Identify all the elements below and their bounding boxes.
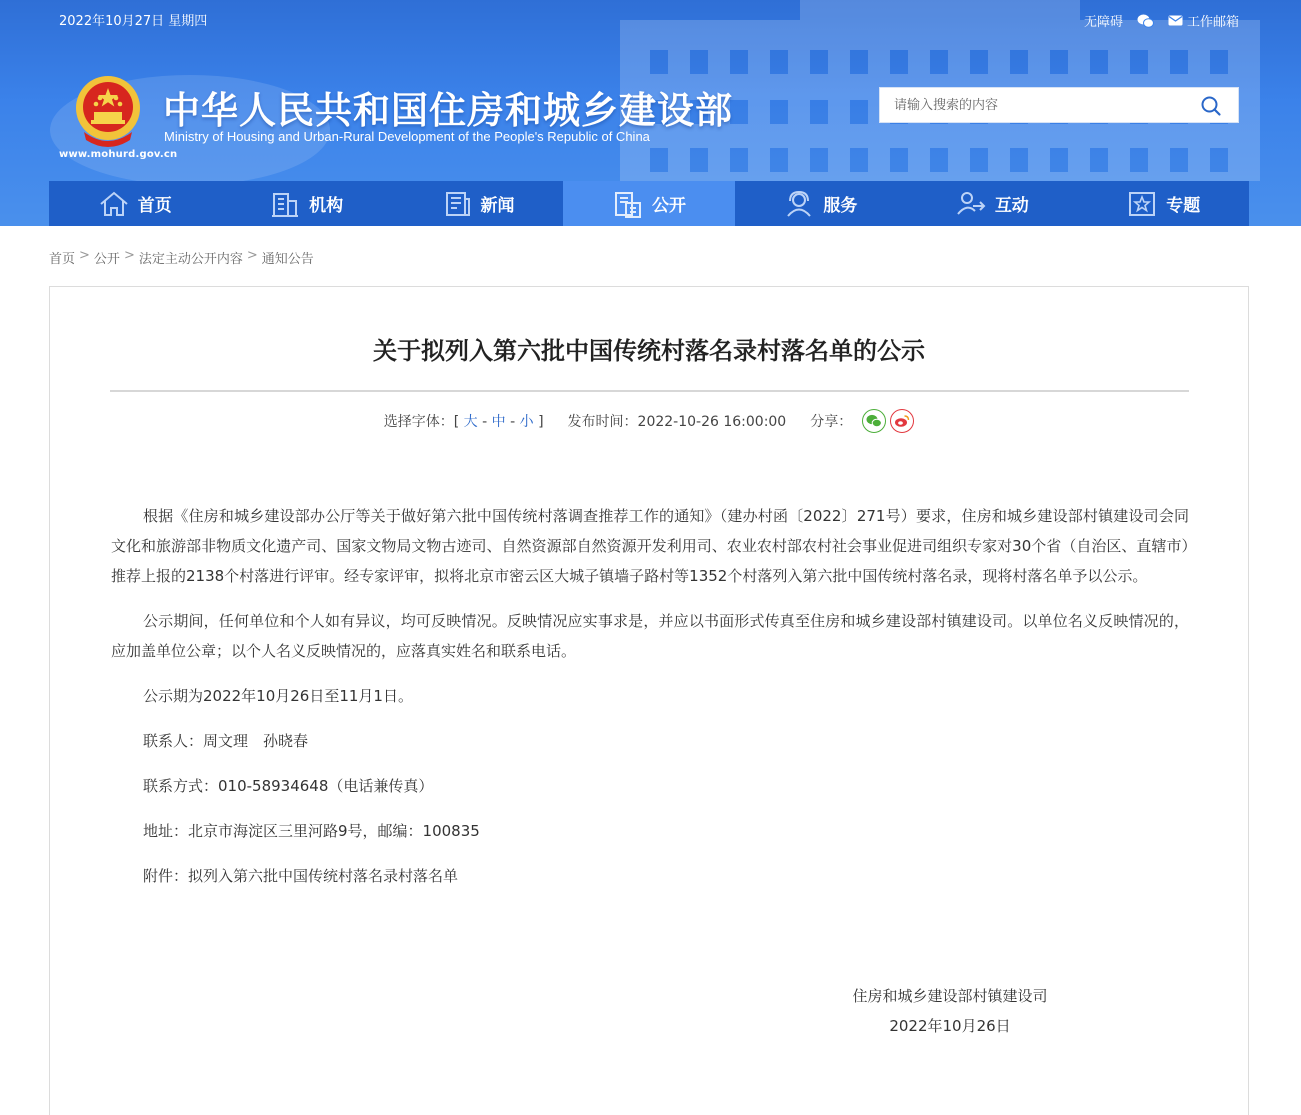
national-emblem-icon[interactable]	[74, 74, 142, 148]
title-divider	[110, 390, 1189, 392]
breadcrumb-separator: >	[123, 248, 135, 263]
article-body	[111, 501, 1189, 906]
share-wechat-button[interactable]	[862, 409, 886, 433]
font-medium-link[interactable]: 中	[491, 414, 506, 430]
article-paragraph: 地址：北京市海淀区三里河路9号，邮编：100835	[143, 822, 480, 840]
main-nav	[49, 181, 1249, 226]
share-label: 分享：	[810, 414, 853, 430]
nav-item-home[interactable]	[49, 181, 220, 226]
article-paragraph: 根据《住房和城乡建设部办公厅等关于做好第六批中国传统村落调查推荐工作的通知》（建办村函〔2022〕271号）要求，住房和城乡建设部村镇建设司会同文化和旅游部非物质文化遗产司、国家文物局文物古迹司、自然资源部自然资源开发利用司、农业农村部农村社会事业促进司组织专家对30个省（自治区、直辖市）推荐上报的2138个村落进行评审。经专家评审，拟将北京市密云区大城子镇墙子路村等1352个村落列入第六批中国传统村落名录，现将村落名单予以公示。	[111, 507, 1189, 585]
font-select-close: ]	[538, 414, 544, 430]
site-header	[0, 0, 1301, 226]
breadcrumb-public[interactable]: 公开	[93, 252, 120, 267]
nav-label: 新闻	[480, 196, 515, 216]
site-subtitle: Ministry of Housing and Urban-Rural Development of the People's Republic of China	[164, 129, 650, 144]
breadcrumb-notices[interactable]: 通知公告	[261, 252, 314, 267]
article-paragraph: 联系人：周文理 孙晓春	[143, 732, 309, 750]
breadcrumb-home[interactable]: 首页	[49, 252, 76, 267]
nav-item-institutions[interactable]	[220, 181, 391, 226]
service-icon	[783, 189, 815, 219]
share-buttons	[862, 409, 914, 433]
nav-label: 首页	[137, 196, 172, 216]
nav-label: 专题	[1166, 196, 1201, 216]
font-separator: -	[482, 414, 492, 430]
attachment-link[interactable]: 附件：拟列入第六批中国传统村落名录村落名单	[143, 867, 459, 885]
interact-icon	[955, 189, 987, 219]
site-title[interactable]: 中华人民共和国住房和城乡建设部	[163, 89, 733, 132]
accessibility-label: 无障碍	[1083, 15, 1123, 30]
nav-label: 互动	[994, 196, 1029, 216]
work-mail-link[interactable]	[1168, 11, 1239, 30]
search-input[interactable]	[880, 88, 1180, 122]
font-large-link[interactable]: 大	[463, 414, 478, 430]
home-icon	[98, 189, 130, 219]
breadcrumb-separator: >	[246, 248, 258, 263]
signature-org: 住房和城乡建设部村镇建设司	[852, 987, 1048, 1005]
article-paragraph: 公示期间，任何单位和个人如有异议，均可反映情况。反映情况应实事求是，并应以书面形式传真至住房和城乡建设部村镇建设司。以单位名义反映情况的，应加盖单位公章；以个人名义反映情况的，应落真实姓名和联系电话。	[111, 612, 1189, 660]
mail-label: 工作邮箱	[1186, 15, 1239, 30]
documents-icon	[612, 189, 644, 219]
font-select-label: 选择字体：[	[383, 414, 460, 430]
nav-label: 公开	[651, 196, 686, 216]
signature-date: 2022年10月26日	[889, 1017, 1011, 1035]
nav-item-interact[interactable]	[906, 181, 1077, 226]
nav-item-news[interactable]	[392, 181, 563, 226]
signature-block	[847, 981, 1053, 1041]
font-separator: -	[510, 414, 520, 430]
breadcrumb-separator: >	[79, 248, 90, 263]
article-paragraph: 联系方式：010-58934648（电话兼传真）	[143, 777, 434, 795]
article-paragraph: 公示期为2022年10月26日至11月1日。	[143, 687, 413, 705]
nav-label: 机构	[309, 196, 344, 216]
nav-label: 服务	[823, 196, 858, 216]
nav-item-topics[interactable]	[1078, 181, 1249, 226]
search-icon[interactable]	[1200, 95, 1222, 117]
topic-icon	[1126, 189, 1158, 219]
site-url: www.mohurd.gov.cn	[59, 149, 178, 160]
breadcrumb	[49, 248, 314, 267]
wechat-link[interactable]	[1137, 14, 1154, 28]
publish-time: 发布时间：2022-10-26 16:00:00	[567, 414, 787, 430]
mail-icon	[1168, 15, 1183, 26]
breadcrumb-statutory[interactable]: 法定主动公开内容	[138, 252, 243, 267]
current-date: 2022年10月27日 星期四	[59, 14, 208, 29]
wechat-icon	[1137, 14, 1154, 28]
search-box	[879, 87, 1239, 123]
nav-item-public[interactable]	[563, 181, 734, 226]
building-icon	[269, 189, 301, 219]
share-weibo-button[interactable]	[890, 409, 914, 433]
news-icon	[441, 189, 473, 219]
font-size-selector	[384, 411, 544, 431]
article-title: 关于拟列入第六批中国传统村落名录村落名单的公示	[373, 337, 925, 365]
wechat-share-icon	[866, 414, 882, 428]
font-small-link[interactable]: 小	[519, 414, 534, 430]
article-meta	[50, 409, 1248, 433]
topbar-links	[1084, 11, 1239, 30]
accessibility-link[interactable]	[1084, 11, 1123, 30]
article-container	[49, 286, 1249, 1115]
nav-item-service[interactable]	[735, 181, 906, 226]
weibo-share-icon	[894, 414, 910, 428]
